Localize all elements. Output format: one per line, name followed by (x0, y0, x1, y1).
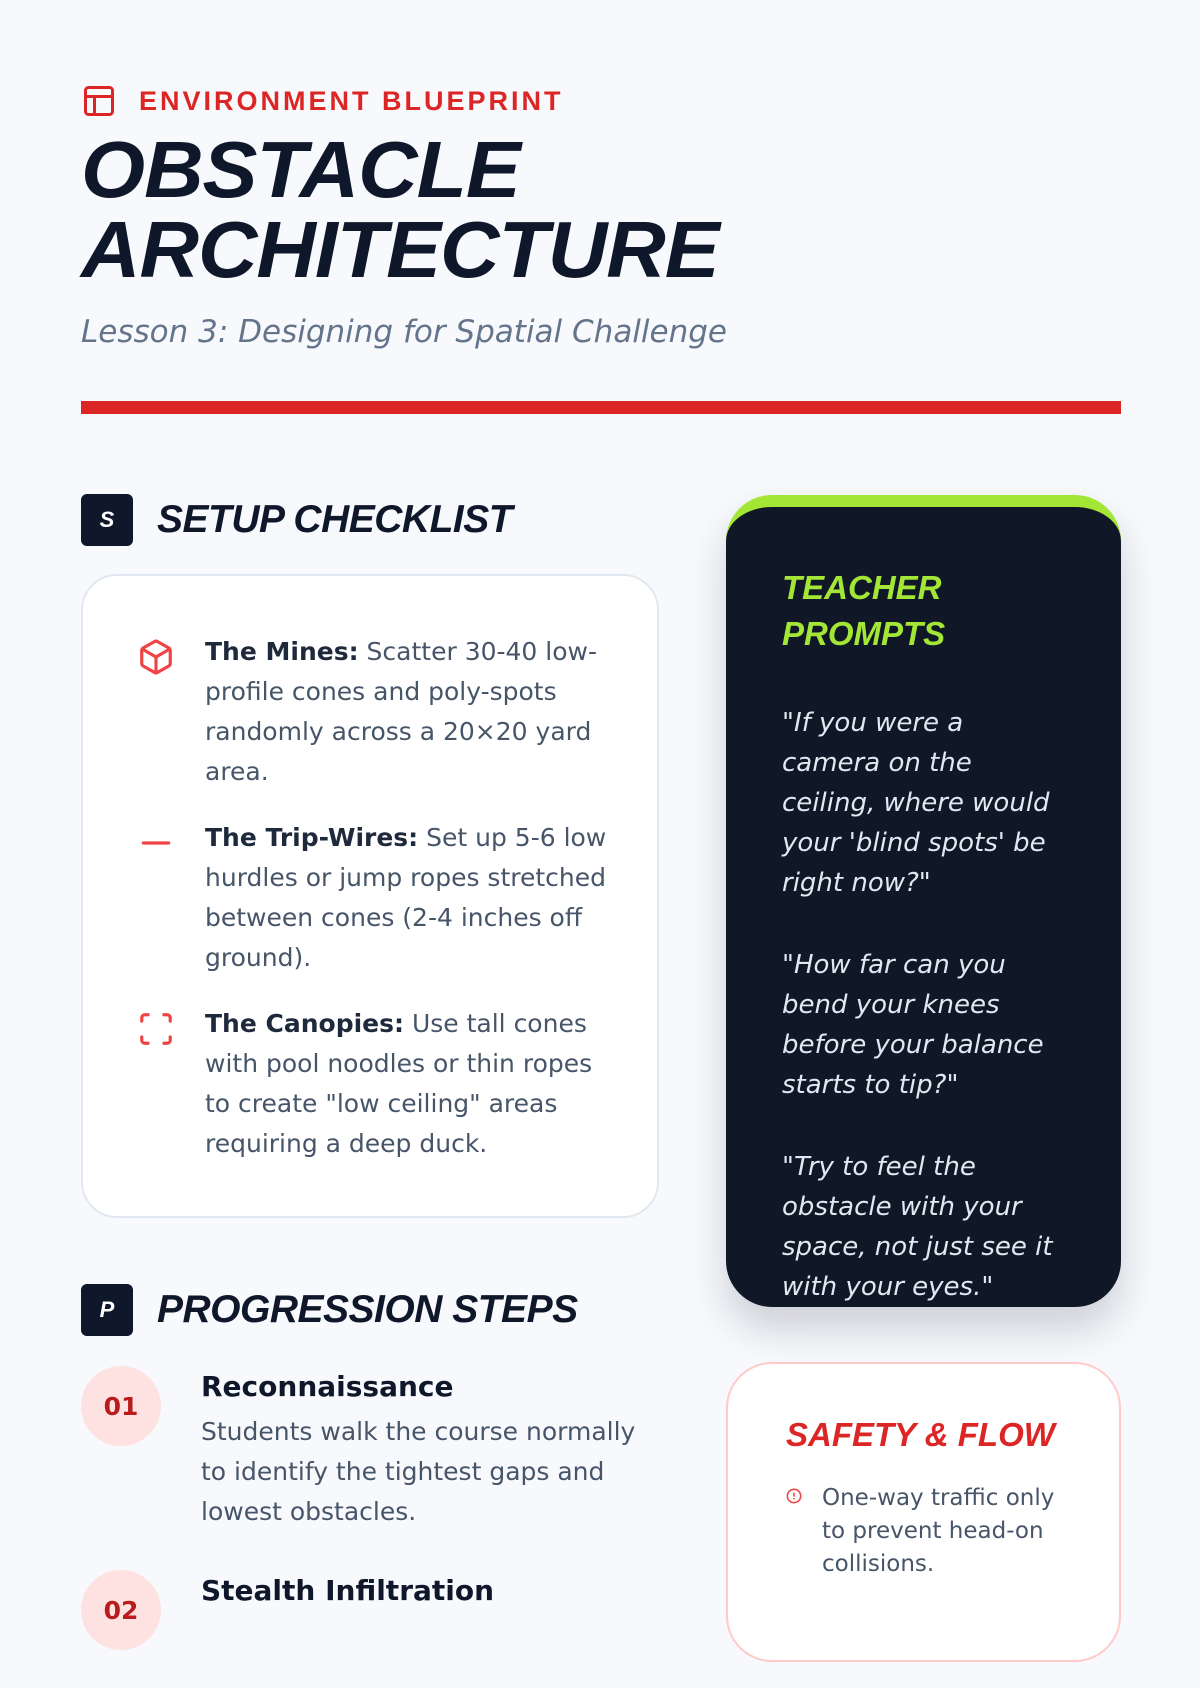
step-description: Students walk the course normally to identify the tightest gaps and lowest obstacles. (201, 1417, 636, 1526)
checklist-desc: Scatter 30-40 low-profile cones and poly-spots randomly across a 20×20 yard area. (205, 637, 597, 786)
progression-step (81, 1570, 681, 1650)
page-header (81, 84, 1121, 350)
page-title (81, 125, 1152, 294)
setup-badge: S (81, 494, 133, 546)
safety-flow-card (726, 1362, 1121, 1662)
checklist-text (205, 1004, 607, 1164)
prompts-title-line-2: PROMPTS (782, 615, 946, 652)
checklist-text (205, 632, 607, 792)
cube-icon (137, 638, 175, 676)
checklist-label: The Mines: (205, 637, 359, 666)
title-line-2: ARCHITECTURE (81, 205, 719, 294)
title-line-1: OBSTACLE (81, 125, 520, 214)
setup-title: SETUP CHECKLIST (157, 498, 513, 541)
teacher-prompt: "Try to feel the obstacle with your space, not just see it with your eyes." (782, 1152, 1053, 1302)
step-title: Reconnaissance (201, 1370, 454, 1403)
checklist-desc: Set up 5-6 low hurdles or jump ropes stretched between cones (2-4 inches off ground). (205, 823, 607, 972)
checklist-item (137, 632, 607, 792)
layout-icon (81, 83, 117, 119)
step-number: 02 (81, 1570, 161, 1650)
teacher-prompts-card (726, 495, 1121, 1307)
setup-checklist-card (81, 574, 659, 1218)
progression-section-heading (81, 1284, 578, 1336)
eyebrow (81, 84, 1121, 118)
teacher-prompt: "If you were a camera on the ceiling, where would your 'blind spots' be right now?" (782, 708, 1050, 898)
eyebrow-label: ENVIRONMENT BLUEPRINT (139, 85, 564, 116)
checklist-desc: Use tall cones with pool noodles or thin ropes to create "low ceiling" areas requiring a deep duck. (205, 1009, 593, 1158)
alert-circle-icon (786, 1488, 802, 1504)
checklist-label: The Canopies: (205, 1009, 404, 1038)
teacher-prompt: "How far can you bend your knees before your balance starts to tip?" (782, 950, 1044, 1100)
setup-section-heading (81, 494, 512, 546)
safety-text: One-way traffic only to prevent head-on collisions. (822, 1485, 1055, 1577)
step-title: Stealth Infiltration (201, 1574, 495, 1607)
dash-icon (137, 824, 175, 862)
progression-title: PROGRESSION STEPS (157, 1288, 578, 1331)
progression-step (81, 1366, 681, 1532)
prompts-title-line-1: TEACHER (782, 569, 942, 606)
checklist-label: The Trip-Wires: (205, 823, 419, 852)
step-number: 01 (81, 1366, 161, 1446)
page-subtitle: Lesson 3: Designing for Spatial Challenge (81, 314, 728, 350)
checklist-item (137, 1004, 607, 1164)
progression-steps (81, 1366, 681, 1688)
safety-title: SAFETY & FLOW (786, 1416, 1055, 1453)
checklist-item (137, 818, 607, 978)
checklist-text (205, 818, 607, 978)
progression-badge: P (81, 1284, 133, 1336)
safety-item (786, 1482, 1079, 1581)
prompts-title (782, 565, 1067, 657)
header-divider (81, 401, 1121, 414)
frame-icon (137, 1010, 175, 1048)
